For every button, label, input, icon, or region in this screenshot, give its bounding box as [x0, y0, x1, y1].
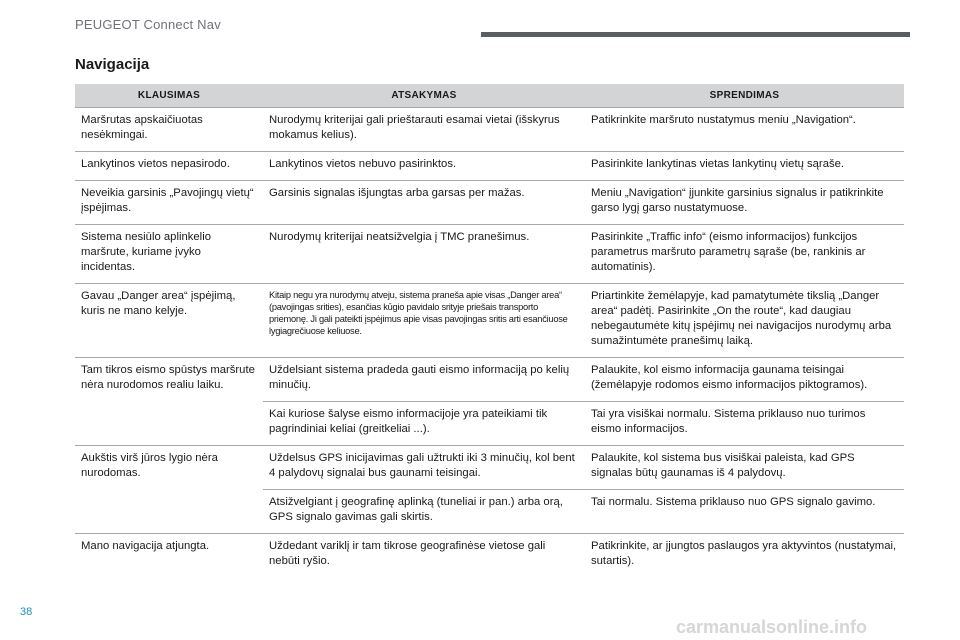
table-row	[75, 534, 904, 578]
answer-cell: Uždedant variklį ir tam tikrose geografinėse vietose gali nebūti ryšio.	[269, 540, 546, 567]
solution-cell: Pasirinkite „Traffic info“ (eismo informacijos) funkcijos parametrus maršruto parametrų sąraše (be, rankinis ar automatinis).	[585, 225, 904, 284]
solution-cell: Meniu „Navigation“ įjunkite garsinius signalus ir patikrinkite garso lygį garso nustatymuose.	[585, 181, 904, 225]
table-row	[75, 181, 904, 225]
column-header-solution: SPRENDIMAS	[585, 84, 904, 108]
question-cell: Aukštis virš jūros lygio nėra nurodomas.	[75, 446, 263, 534]
answer-cell: Nurodymų kriterijai gali prieštarauti esamai vietai (išskyrus mokamus kelius).	[263, 108, 585, 152]
question-cell: Neveikia garsinis „Pavojingų vietų“ įspėjimas.	[75, 181, 263, 225]
table-row	[75, 358, 904, 402]
answer-cell: Nurodymų kriterijai neatsižvelgia į TMC pranešimus.	[263, 225, 585, 284]
solution-cell: Palaukite, kol eismo informacija gaunama teisingai (žemėlapyje rodomos eismo informacijos piktogramos).	[585, 358, 904, 402]
question-cell: Sistema nesiūlo aplinkelio maršrute, kuriame įvyko incidentas.	[75, 225, 263, 284]
page-number: 38	[20, 606, 33, 618]
table-row	[75, 284, 904, 358]
solution-cell: Palaukite, kol sistema bus visiškai paleista, kad GPS signalas būtų gaunamas iš 4 palydovų.	[585, 446, 904, 490]
solution-cell: Priartinkite žemėlapyje, kad pamatytumėte tikslią „Danger area“ padėtį. Pasirinkite „On the route“, kad daugiau nebegautumėte kitų įspėjimų nei navigacijos nurodymų arba sumažintumėte pranešimų laiką.	[585, 284, 904, 358]
answer-cell: Lankytinos vietos nebuvo pasirinktos.	[263, 152, 585, 181]
troubleshooting-table	[75, 84, 904, 577]
table-header-row	[75, 84, 904, 108]
answer-cell: Atsižvelgiant į geografinę aplinką (tuneliai ir pan.) arba orą, GPS signalo gavimas gali skirtis.	[263, 490, 585, 534]
column-header-question: KLAUSIMAS	[75, 84, 263, 108]
watermark: carmanualsonline.info	[676, 617, 868, 637]
question-cell: Tam tikros eismo spūstys maršrute nėra nurodomos realiu laiku.	[75, 358, 263, 446]
answer-cell: Kai kuriose šalyse eismo informacijoje yra pateikiami tik pagrindiniai keliai (greitkeliai ...).	[263, 402, 585, 446]
solution-cell: Tai normalu. Sistema priklauso nuo GPS signalo gavimo.	[585, 490, 904, 534]
question-cell: Gavau „Danger area“ įspėjimą, kuris ne mano kelyje.	[75, 284, 263, 358]
table-row	[75, 446, 904, 490]
question-cell: Maršrutas apskaičiuotas nesėkmingai.	[75, 108, 263, 152]
column-header-answer: ATSAKYMAS	[263, 84, 585, 108]
answer-cell: Uždelsus GPS inicijavimas gali užtrukti iki 3 minučių, kol bent 4 palydovų signalai bus gaunami teisingai.	[263, 446, 585, 490]
question-cell: Mano navigacija atjungta.	[81, 540, 210, 552]
header-brand: PEUGEOT Connect Nav	[75, 17, 221, 32]
table-row	[75, 152, 904, 181]
answer-cell: Garsinis signalas išjungtas arba garsas per mažas.	[263, 181, 585, 225]
answer-cell: Kitaip negu yra nurodymų atveju, sistema praneša apie visas „Danger area“ (pavojingas srities), esančias kūgio pavidalo srityje priešais transporto priemonę. Ji gali pateikti įspėjimus apie visas pavojingas sritis arti esančiuose lygiagrečiuose keliuose.	[263, 284, 585, 358]
table-row	[75, 108, 904, 152]
solution-cell: Tai yra visiškai normalu. Sistema priklauso nuo turimos eismo informacijos.	[585, 402, 904, 446]
table-row	[75, 225, 904, 284]
question-cell: Lankytinos vietos nepasirodo.	[75, 152, 263, 181]
solution-cell: Pasirinkite lankytinas vietas lankytinų vietų sąraše.	[585, 152, 904, 181]
page-title: Navigacija	[75, 56, 150, 73]
header-bar	[481, 32, 910, 37]
solution-cell: Patikrinkite, ar įjungtos paslaugos yra aktyvintos (nustatymai, sutartis).	[591, 540, 897, 567]
solution-cell: Patikrinkite maršruto nustatymus meniu „Navigation“.	[585, 108, 904, 152]
answer-cell: Uždelsiant sistema pradeda gauti eismo informaciją po kelių minučių.	[263, 358, 585, 402]
